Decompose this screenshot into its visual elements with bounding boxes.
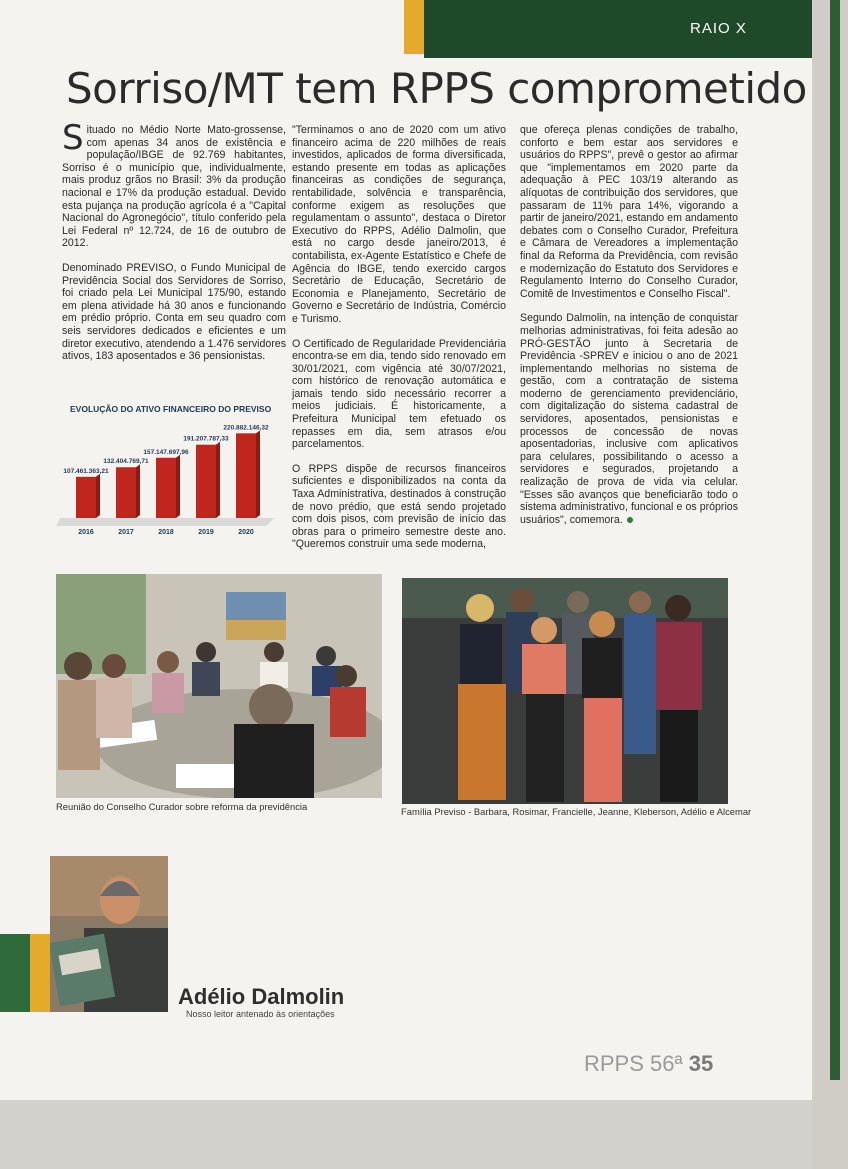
author-portrait <box>50 856 168 1012</box>
chart-data-label: 220.882.146,32 <box>223 424 269 432</box>
chart-bar <box>156 458 176 518</box>
page-footer <box>584 1051 713 1077</box>
chart-tick-label: 2019 <box>198 529 214 536</box>
side-yellow-block <box>30 934 50 1012</box>
header-green-bar <box>424 0 812 58</box>
header-yellow-bar <box>404 0 424 54</box>
end-mark-icon <box>627 517 633 523</box>
team-photo <box>402 578 728 804</box>
side-green-block <box>0 934 30 1012</box>
chart-bar <box>196 445 216 518</box>
meeting-photo <box>56 574 382 798</box>
chart-bar-side <box>216 442 220 518</box>
chart-title: EVOLUÇÃO DO ATIVO FINANCEIRO DO PREVISO <box>70 404 272 414</box>
section-title: RAIO X <box>690 20 747 37</box>
paragraph: Denominado PREVISO, o Fundo Municipal de Previdência Social dos Servidores de Sorriso, foi criado pela Lei Municipal 175/90, estando em plena atividade há 30 anos e funcionando em prédio próprio. Conta em seu quadro com seis servidores dedicados e eficientes e um diretor executivo, atendendo a 1.476 servidores ativos, 183 aposentados e 36 pensionistas. <box>62 261 286 363</box>
chart-bar <box>236 433 256 518</box>
article-column-3 <box>520 124 738 538</box>
chart-tick-label: 2020 <box>238 529 254 536</box>
article-column-2 <box>292 124 506 563</box>
photo-caption: Família Previso - Barbara, Rosimar, Francielle, Jeanne, Kleberson, Adélio e Alcemar <box>401 806 752 817</box>
headline: Sorriso/MT tem RPPS comprometido <box>66 64 807 113</box>
chart-bar-side <box>96 474 100 518</box>
paragraph: Segundo Dalmolin, na intenção de conquistar melhorias administrativas, foi feita adesão ao PRÓ-GESTÃO junto à Secretaria de Previdência -SPREV e iniciou o ano de 2021 implementando melhorias no sistema de gestão, com a contratação de sistema moderno de gerenciamento previdenciário, com digitalização do sistema cadastral de servidores, aposentados, pensionistas e processos de concessão de novas aposentadorias, inclusive com aplicativos para celulares, possibilitando o acesso a servidores e segurados, projetando a realização de prova de vida via celular. "Esses são avanços que beneficiarão todo o sistema administrativo, funcional e os próprios usuários", comemora. <box>520 312 738 526</box>
page-number: 35 <box>688 1051 714 1076</box>
dropcap: S <box>62 118 84 158</box>
paragraph: O RPPS dispõe de recursos financeiros suficientes e disponibilizados na conta da Taxa Administrativa, destinados à construção de novo prédio, que está sendo projetado com dois pisos, com previsão de início das obras para o primeiro semestre deste ano. "Queremos construir uma sede moderna, <box>292 462 506 551</box>
chart-data-label: 191.207.787,33 <box>183 435 229 443</box>
chart-data-label: 157.147.697,96 <box>143 448 189 456</box>
paragraph: O Certificado de Regularidade Previdenciária encontra-se em dia, tendo sido renovado em 30/01/2021, com vigência até 30/07/2021, com histórico de renovação automática e jamais tendo sido necessário recorrer a meios judiciais. É historicamente, a Prefeitura Municipal tem efetuado os repasses em dia, sem atrasos e/ou parcelamentos. <box>292 337 506 451</box>
paragraph: ituado no Médio Norte Mato-grossense, com apenas 34 anos de existência e população/IBGE de 92.769 habitantes, Sorriso é o município que, individualmente, mais produz grãos no Brasil: 3% da produção nacional e 17% da produção estadual. Devido esta pujança na produção agrícola é a "Capital Nacional do Agronegócio", título conferido pela Lei Federal nº 12.724, de 16 de outubro de 2012. <box>62 124 286 250</box>
chart-bar <box>116 467 136 518</box>
chart-bar-side <box>136 464 140 518</box>
magazine-issue: RPPS 56ª <box>584 1051 683 1076</box>
chart-tick-label: 2017 <box>118 529 134 536</box>
chart-tick-label: 2016 <box>78 529 94 536</box>
chart-data-label: 132.404.769,71 <box>103 458 149 466</box>
chart-bar <box>76 477 96 518</box>
paragraph: "Terminamos o ano de 2020 com um ativo financeiro acima de 220 milhões de reais investidos, aplicados de forma diversificada, estando presente em todas as aplicações financeiras as condições de segurança, rentabilidade, solvência e transparência, conforme exigem as resoluções que regulamentam o assunto", destaca o Diretor Executivo do RPPS, Adélio Dalmolin, que está no cargo desde janeiro/2013, é contabilista, ex-Agente Estatístico e Chefe de Agência do IBGE, tendo exercido cargos Secretário de Educação, Secretário de Economia e Planejamento, Secretário de Governo e Secretário de Indústria, Comércio e Turismo. <box>292 124 506 325</box>
chart-data-label: 107.461.363,21 <box>63 467 109 475</box>
chart-bar-side <box>256 430 260 518</box>
chart-tick-label: 2018 <box>158 529 174 536</box>
paragraph: que ofereça plenas condições de trabalho, conforto e bem estar aos servidores e usuários do RPPS", prevê o gestor ao afirmar que "implementamos em 2020 parte da adequação à PEC 103/19 alterando as alíquotas de contribuição dos servidores, que passaram de 11% para 14%, vigorando a partir de janeiro/2021, estando em andamento debates com o Conselho Curador, Prefeitura e Câmara de Vereadores a implementação final da Reforma da Previdência, com revisão e modernização do Estatuto dos Servidores e Regulamento Interno do Conselho Curador, Comitê de Investimentos e Conselho Fiscal". <box>520 124 738 300</box>
author-name: Adélio Dalmolin <box>178 984 345 1009</box>
photo-caption: Reunião do Conselho Curador sobre reforma da previdência <box>56 801 308 812</box>
chart-floor <box>56 518 274 526</box>
chart-canvas <box>56 398 278 538</box>
bottom-shade <box>0 1100 812 1169</box>
author-subtitle: Nosso leitor antenado às orientações <box>186 1009 335 1019</box>
asset-chart <box>56 398 278 538</box>
article-column-1 <box>62 118 286 375</box>
chart-bar-side <box>176 455 180 518</box>
right-green-strip <box>830 0 840 1080</box>
